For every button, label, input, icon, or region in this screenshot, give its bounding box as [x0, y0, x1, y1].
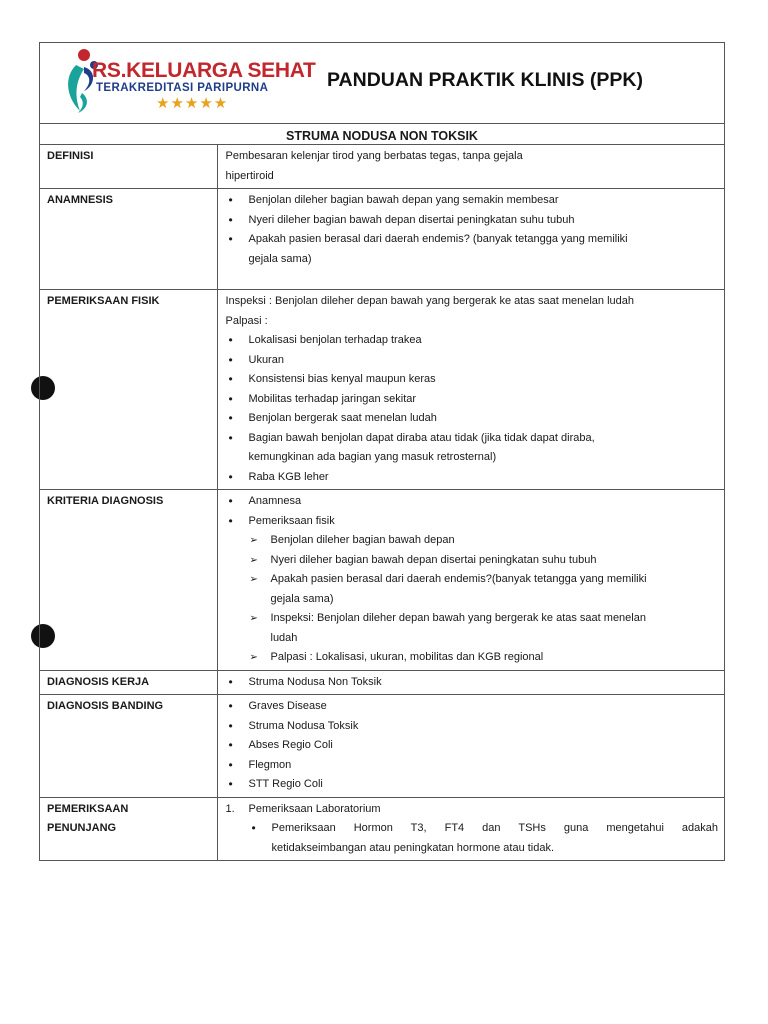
list-item-line: gejala sama)	[248, 252, 312, 265]
list-item: • Graves Disease	[226, 697, 719, 717]
list-item: • Flegmon	[226, 756, 719, 776]
row-label: KRITERIA DIAGNOSIS	[40, 490, 217, 671]
definition-line: Pembesaran kelenjar tirod yang berbatas tegas, tanpa gejala	[225, 150, 523, 162]
row-label: DEFINISI	[40, 145, 217, 189]
ppk-table	[40, 145, 724, 860]
sub-list-item: ➢ Palpasi : Lokalisasi, ukuran, mobilitas dan KGB regional	[226, 648, 719, 668]
row-content	[217, 189, 724, 290]
row-content	[217, 490, 724, 671]
accreditation-stars: ★★★★★	[156, 95, 229, 112]
palpation-label: Palpasi :	[225, 314, 268, 327]
row-content	[217, 145, 724, 189]
row-pemeriksaan-penunjang	[40, 797, 724, 860]
row-content	[217, 695, 724, 798]
list-item-line: ➢ Apakah pasien berasal dari daerah endemis?(banyak tetangga yang memiliki	[270, 573, 647, 585]
list-item: • Lokalisasi benjolan terhadap trakea	[226, 331, 719, 351]
item-text: Pemeriksaan Laboratorium	[248, 802, 381, 815]
list-item-line: ➢ Inspeksi: Benjolan dileher depan bawah yang bergerak ke atas saat menelan	[270, 612, 646, 624]
row-label-line: PENUNJANG	[47, 822, 117, 834]
row-label: DIAGNOSIS BANDING	[40, 695, 217, 798]
row-label: DIAGNOSIS KERJA	[40, 670, 217, 695]
list-item-line: ludah	[270, 631, 298, 644]
row-content	[217, 290, 724, 490]
list-item: • Abses Regio Coli	[226, 736, 719, 756]
document-title: PANDUAN PRAKTIK KLINIS (PPK)	[327, 69, 643, 91]
list-item-line: kemungkinan ada bagian yang masuk retrosternal)	[248, 451, 497, 463]
numbered-item	[226, 800, 719, 820]
list-item: • Anamnesa	[226, 492, 719, 512]
list-item: • Konsistensi bias kenyal maupun keras	[226, 370, 719, 390]
list-item-line: • Pemeriksaan Hormon T3, FT4 dan TSHs guna mengetahui adakah	[271, 822, 718, 834]
list-item: • Struma Nodusa Toksik	[226, 717, 719, 737]
list-item: • Nyeri dileher bagian bawah depan disertai peningkatan suhu tubuh	[226, 211, 719, 231]
list-item: • Benjolan dileher bagian bawah depan yang semakin membesar	[226, 191, 719, 211]
list-item: • STT Regio Coli	[226, 775, 719, 795]
definition-line: hipertiroid	[225, 169, 274, 182]
list-item-line: • Bagian bawah benjolan dapat diraba atau tidak (jika tidak dapat diraba,	[248, 431, 595, 444]
row-diagnosis-kerja	[40, 670, 724, 695]
row-pemeriksaan-fisik	[40, 290, 724, 490]
row-anamnesis	[40, 189, 724, 290]
row-content	[217, 670, 724, 695]
list-item	[249, 819, 719, 858]
sub-list-item	[226, 570, 719, 609]
row-label: PEMERIKSAAN FISIK	[40, 290, 217, 490]
list-item: • Benjolan bergerak saat menelan ludah	[226, 409, 719, 429]
list-item: • Struma Nodusa Non Toksik	[226, 673, 719, 693]
row-label	[40, 797, 217, 860]
list-item	[226, 429, 719, 468]
list-item-line: ketidakseimbangan atau peningkatan hormone atau tidak.	[271, 841, 555, 854]
row-label: ANAMNESIS	[40, 189, 217, 290]
document-header	[40, 43, 724, 124]
row-diagnosis-banding	[40, 695, 724, 798]
list-item-line: gejala sama)	[270, 592, 334, 605]
ppk-document	[39, 42, 725, 861]
sub-list-item: ➢ Nyeri dileher bagian bawah depan disertai peningkatan suhu tubuh	[226, 551, 719, 571]
list-item	[226, 230, 719, 269]
section-title: STRUMA NODUSA NON TOKSIK	[40, 124, 724, 145]
sub-list-item	[226, 609, 719, 648]
sub-list-item: ➢ Benjolan dileher bagian bawah depan	[226, 531, 719, 551]
list-item: • Ukuran	[226, 351, 719, 371]
item-number: 1.	[225, 802, 235, 815]
hospital-name: RS.KELUARGA SEHAT	[92, 59, 316, 82]
inspection-text: Inspeksi : Benjolan dileher depan bawah yang bergerak ke atas saat menelan ludah	[225, 295, 634, 307]
list-item: • Mobilitas terhadap jaringan sekitar	[226, 390, 719, 410]
row-definisi	[40, 145, 724, 189]
row-kriteria-diagnosis	[40, 490, 724, 671]
list-item: • Pemeriksaan fisik	[226, 512, 719, 532]
row-content	[217, 797, 724, 860]
list-item: • Raba KGB leher	[226, 468, 719, 488]
row-label-line: PEMERIKSAAN	[47, 802, 129, 815]
list-item-line: • Apakah pasien berasal dari daerah endemis? (banyak tetangga yang memiliki	[248, 233, 628, 245]
accreditation-label: TERAKREDITASI PARIPURNA	[96, 82, 269, 94]
